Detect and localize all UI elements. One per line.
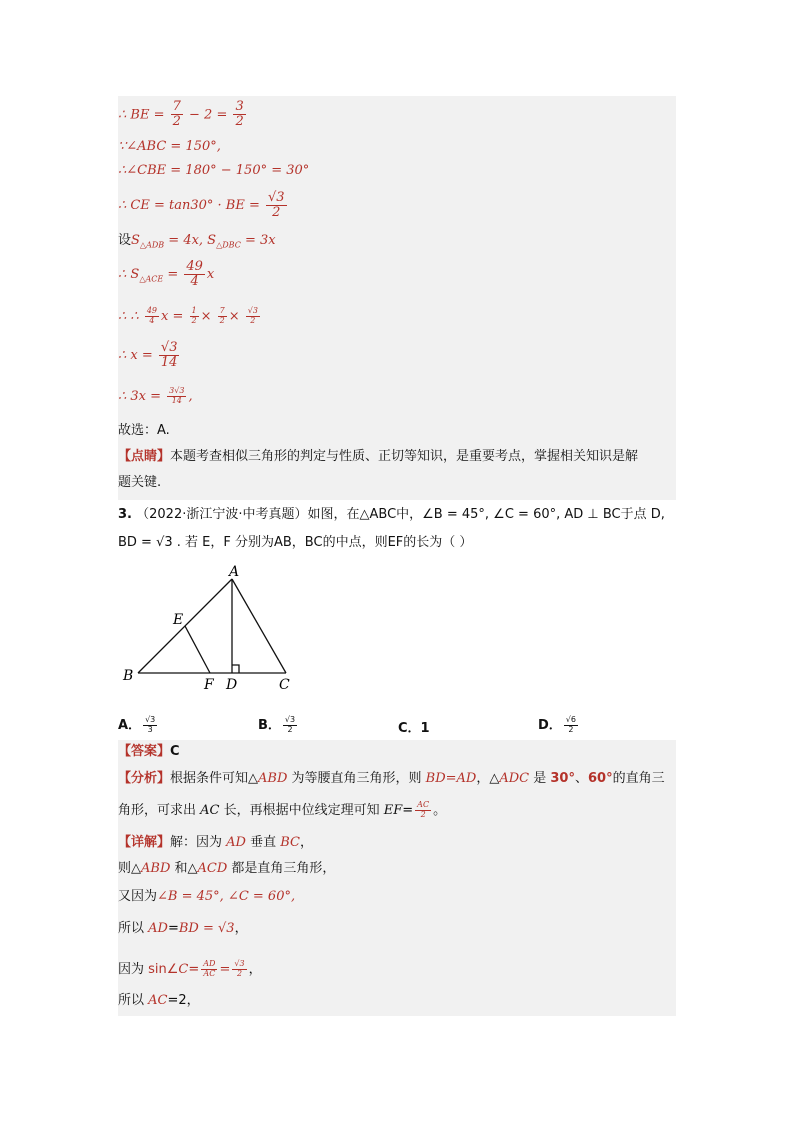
label-f: F: [204, 677, 214, 693]
question-line-2: BD = √3 . 若 E，F 分别为AB，BC的中点，则EF的长为（ ）: [118, 535, 473, 550]
option-b[interactable]: B． $\frac{√3}{2}$: [258, 715, 296, 734]
question-line-1: 3. （2022·浙江宁波·中考真题）如图，在△ABC中，∠B = 45°, ∠C = 60°, AD ⊥ BC于点 D,: [118, 507, 665, 522]
triangle-figure: [118, 562, 318, 694]
solution-line: ∴ $S_{\triangle ACE}$ = $\frac{49}{4}$ x: [118, 258, 215, 289]
dianjing-note: 【点睛】本题考查相似三角形的判定与性质、正切等知识，是重要考点，掌握相关知识是解: [118, 449, 639, 464]
label-d: D: [226, 677, 238, 693]
solution-line: ∴ x = $\frac{√3}{14}$: [118, 339, 178, 370]
solution-line: 设$S_{\triangle ADB} = 4x$, $S_{\triangle DBC} = 3x$: [118, 233, 276, 250]
right-angle-mark: [232, 665, 239, 673]
solution-line: ∴∠CBE = 180° − 150° = 30°: [118, 163, 310, 178]
detail-line-2: 则△ABD 和△ACD 都是直角三角形，: [118, 861, 336, 876]
solution-line: ∵∠ABC = 150°,: [118, 139, 221, 154]
dianjing-note-cont: 题关键.: [118, 475, 162, 490]
solution-line: ∴ 3x = $\frac{3√3}{14}$ ,: [118, 386, 193, 405]
detail-line-5: 因为 sin∠C= $\frac{AD}{AC}$ = $\frac{√3}{2}$ ，: [118, 959, 262, 978]
detail-line-6: 所以 AC=2，: [118, 993, 200, 1008]
solution-conclusion: 故选：A.: [118, 423, 170, 438]
option-d[interactable]: D． $\frac{√6}{2}$: [538, 715, 576, 734]
solution-line: ∴ ∴ $\frac{49}{4}$ x = $\frac{1}{2}$ × $\frac{7}{2}$ × $\frac{√3}{2}$: [118, 306, 258, 325]
solution-line: ∴ BE = $\frac{7}{2}$ − 2 = $\frac{3}{2}$: [118, 99, 244, 130]
detail-line-1: 【详解】解：因为 AD 垂直 BC，: [118, 835, 313, 850]
label-b: B: [123, 668, 134, 684]
answer-line: 【答案】C: [118, 744, 180, 759]
solution-line: ∴ CE = tan30° · BE = $\frac{√3}{2}$: [118, 189, 285, 220]
side-ac: [232, 579, 286, 673]
detail-line-4: 所以 AD=BD = √3，: [118, 921, 248, 936]
analysis-line-2: 角形，可求出 AC 长，再根据中位线定理可知 EF= $\frac{AC}{2}$ 。: [118, 800, 447, 819]
detail-line-3: 又因为∠B = 45°, ∠C = 60°,: [118, 889, 296, 904]
label-e: E: [173, 612, 184, 628]
option-a[interactable]: A． $\frac{√3}{3}$: [118, 715, 156, 734]
label-c: C: [279, 677, 290, 693]
label-a: A: [229, 564, 240, 580]
dianjing-tag: 【点睛】: [118, 449, 171, 464]
option-c[interactable]: C．1: [398, 721, 430, 736]
side-ab: [138, 579, 232, 673]
analysis-line-1: 【分析】根据条件可知△ABD 为等腰直角三角形，则 BD=AD，△ADC 是 30°、60°的直角三: [118, 771, 665, 786]
segment-ef: [185, 626, 210, 673]
